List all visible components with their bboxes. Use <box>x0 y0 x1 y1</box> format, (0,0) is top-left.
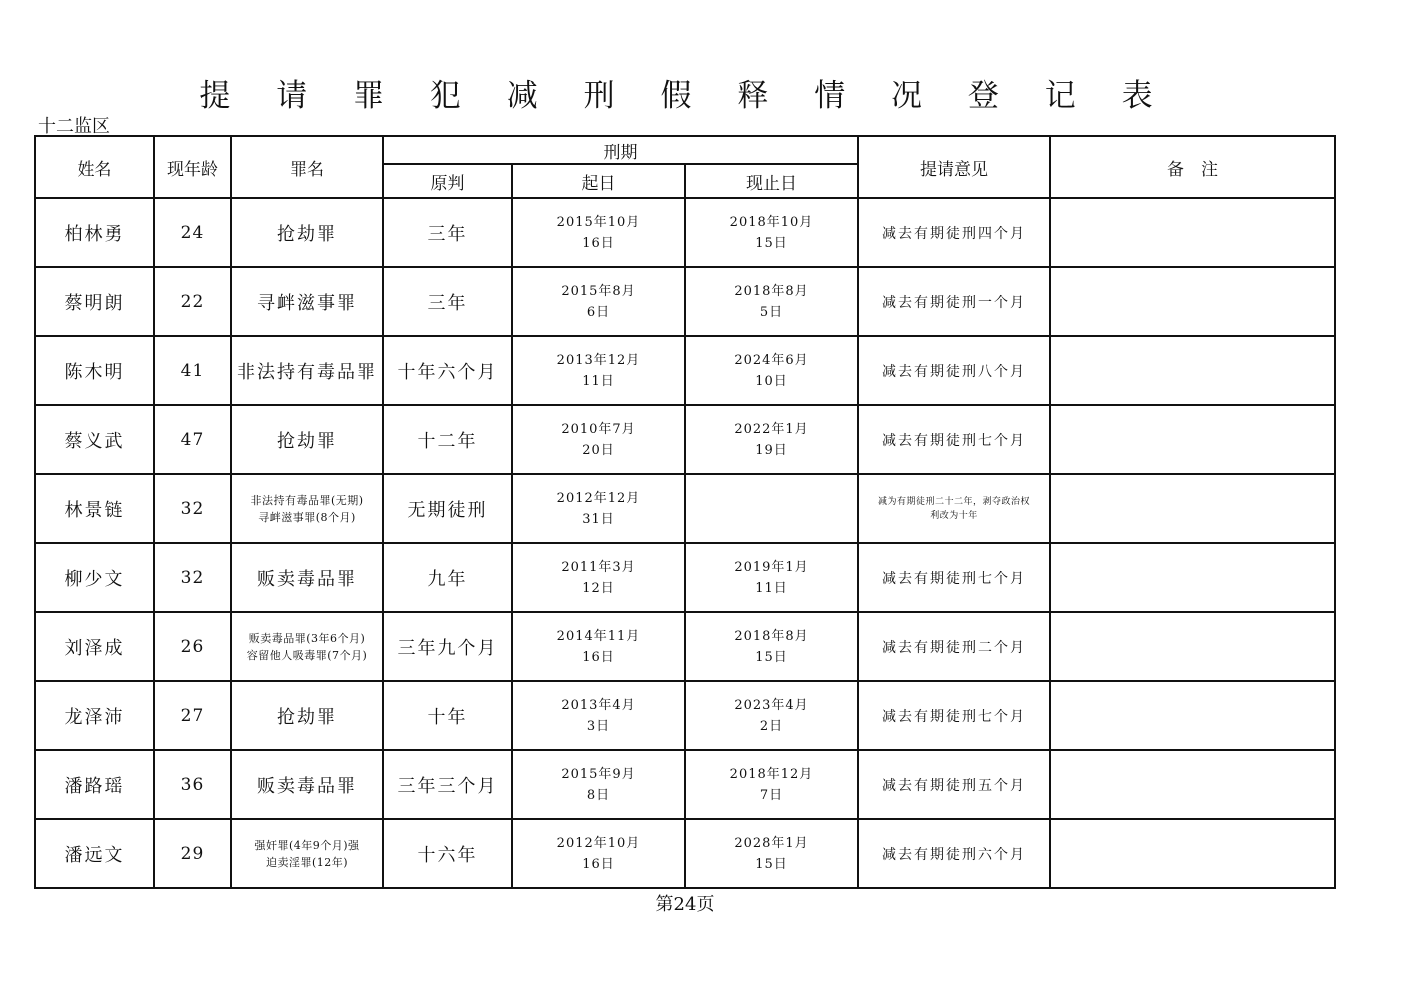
table-row <box>35 405 1335 474</box>
cell-end <box>685 681 858 750</box>
cell-opinion: 减去有期徒刑七个月 <box>858 543 1050 612</box>
cell-original: 十二年 <box>383 405 512 474</box>
cell-opinion: 减去有期徒刑六个月 <box>858 819 1050 888</box>
cell-original: 十年 <box>383 681 512 750</box>
header-start: 起日 <box>512 164 685 198</box>
cell-opinion: 减去有期徒刑五个月 <box>858 750 1050 819</box>
end-month: 2018年10月 <box>729 214 814 230</box>
cell-opinion: 减去有期徒刑四个月 <box>858 198 1050 267</box>
end-month: 2018年8月 <box>734 628 809 644</box>
cell-end <box>685 819 858 888</box>
cell-remark <box>1050 198 1335 267</box>
end-day: 7日 <box>759 787 784 803</box>
page-number: 第24页 <box>655 894 715 915</box>
cell-start <box>512 336 685 405</box>
end-day: 2日 <box>759 718 784 734</box>
cell-original: 九年 <box>383 543 512 612</box>
cell-end <box>685 405 858 474</box>
cell-crime: 非法持有毒品罪 <box>231 336 383 405</box>
header-age: 现年龄 <box>154 136 231 198</box>
cell-end <box>685 750 858 819</box>
cell-original: 三年 <box>383 198 512 267</box>
start-day: 16日 <box>582 649 615 665</box>
table-row <box>35 750 1335 819</box>
table-row <box>35 819 1335 888</box>
cell-original: 十年六个月 <box>383 336 512 405</box>
start-month: 2015年8月 <box>561 283 636 299</box>
cell-remark <box>1050 543 1335 612</box>
cell-crime: 贩卖毒品罪 <box>231 543 383 612</box>
cell-original: 无期徒刑 <box>383 474 512 543</box>
cell-age: 41 <box>154 336 231 405</box>
start-day: 8日 <box>586 787 611 803</box>
cell-crime: 抢劫罪 <box>231 405 383 474</box>
cell-age: 47 <box>154 405 231 474</box>
opinion-line-2: 利改为十年 <box>930 510 978 521</box>
cell-start <box>512 198 685 267</box>
cell-name: 潘路瑶 <box>35 750 154 819</box>
end-month: 2024年6月 <box>734 352 809 368</box>
cell-opinion <box>858 474 1050 543</box>
registration-table <box>34 135 1336 889</box>
end-day: 15日 <box>755 235 788 251</box>
crime-line-2: 容留他人吸毒罪(7个月) <box>246 648 368 662</box>
end-month: 2019年1月 <box>734 559 809 575</box>
cell-crime <box>231 819 383 888</box>
header-original: 原判 <box>383 164 512 198</box>
cell-name: 龙泽沛 <box>35 681 154 750</box>
table-row <box>35 474 1335 543</box>
end-month: 2022年1月 <box>734 421 809 437</box>
crime-line-1: 贩卖毒品罪(3年6个月) <box>248 631 366 645</box>
start-month: 2013年4月 <box>561 697 636 713</box>
end-day: 11日 <box>755 580 788 596</box>
cell-name: 蔡明朗 <box>35 267 154 336</box>
prison-area-label: 十二监区 <box>38 116 110 137</box>
cell-remark <box>1050 474 1335 543</box>
cell-name: 柳少文 <box>35 543 154 612</box>
cell-original: 三年九个月 <box>383 612 512 681</box>
end-day: 15日 <box>755 856 788 872</box>
start-month: 2015年9月 <box>561 766 636 782</box>
cell-remark <box>1050 819 1335 888</box>
cell-crime <box>231 612 383 681</box>
table-row <box>35 681 1335 750</box>
cell-opinion: 减去有期徒刑七个月 <box>858 405 1050 474</box>
cell-name: 刘泽成 <box>35 612 154 681</box>
table-row <box>35 198 1335 267</box>
start-day: 6日 <box>586 304 611 320</box>
cell-remark <box>1050 336 1335 405</box>
cell-end <box>685 336 858 405</box>
cell-end <box>685 612 858 681</box>
cell-start <box>512 267 685 336</box>
end-day: 10日 <box>755 373 788 389</box>
cell-age: 32 <box>154 543 231 612</box>
cell-age: 26 <box>154 612 231 681</box>
cell-original: 三年 <box>383 267 512 336</box>
cell-name: 蔡义武 <box>35 405 154 474</box>
cell-crime: 寻衅滋事罪 <box>231 267 383 336</box>
cell-crime: 抢劫罪 <box>231 198 383 267</box>
start-month: 2013年12月 <box>556 352 641 368</box>
cell-crime: 抢劫罪 <box>231 681 383 750</box>
cell-start <box>512 750 685 819</box>
cell-start <box>512 474 685 543</box>
page-title: 提 请 罪 犯 减 刑 假 释 情 况 登 记 表 <box>199 78 1171 114</box>
start-day: 12日 <box>582 580 615 596</box>
cell-name: 潘远文 <box>35 819 154 888</box>
cell-age: 29 <box>154 819 231 888</box>
cell-remark <box>1050 612 1335 681</box>
cell-age: 22 <box>154 267 231 336</box>
end-month: 2018年12月 <box>729 766 814 782</box>
cell-original: 十六年 <box>383 819 512 888</box>
start-month: 2012年12月 <box>556 490 641 506</box>
header-sentence: 刑期 <box>383 136 858 164</box>
cell-name: 林景链 <box>35 474 154 543</box>
crime-line-1: 非法持有毒品罪(无期) <box>250 493 364 507</box>
cell-age: 36 <box>154 750 231 819</box>
start-month: 2010年7月 <box>561 421 636 437</box>
cell-age: 27 <box>154 681 231 750</box>
table-row <box>35 612 1335 681</box>
cell-age: 24 <box>154 198 231 267</box>
cell-original: 三年三个月 <box>383 750 512 819</box>
cell-start <box>512 819 685 888</box>
cell-start <box>512 681 685 750</box>
end-month: 2023年4月 <box>734 697 809 713</box>
cell-end <box>685 474 858 543</box>
end-day: 19日 <box>755 442 788 458</box>
cell-end <box>685 267 858 336</box>
crime-line-1: 强奸罪(4年9个月)强 <box>254 838 360 852</box>
cell-remark <box>1050 681 1335 750</box>
cell-opinion: 减去有期徒刑七个月 <box>858 681 1050 750</box>
cell-opinion: 减去有期徒刑八个月 <box>858 336 1050 405</box>
end-day: 15日 <box>755 649 788 665</box>
cell-opinion: 减去有期徒刑一个月 <box>858 267 1050 336</box>
start-day: 20日 <box>582 442 615 458</box>
start-day: 31日 <box>582 511 615 527</box>
crime-line-2: 迫卖淫罪(12年) <box>265 855 349 869</box>
crime-line-2: 寻衅滋事罪(8个月) <box>258 510 356 524</box>
start-month: 2015年10月 <box>556 214 641 230</box>
start-day: 16日 <box>582 856 615 872</box>
header-end: 现止日 <box>685 164 858 198</box>
start-day: 11日 <box>582 373 615 389</box>
cell-start <box>512 543 685 612</box>
table-row <box>35 336 1335 405</box>
cell-name: 柏林勇 <box>35 198 154 267</box>
cell-crime: 贩卖毒品罪 <box>231 750 383 819</box>
cell-end <box>685 198 858 267</box>
cell-remark <box>1050 405 1335 474</box>
start-month: 2012年10月 <box>556 835 641 851</box>
cell-start <box>512 612 685 681</box>
start-month: 2011年3月 <box>561 559 636 575</box>
cell-name: 陈木明 <box>35 336 154 405</box>
cell-age: 32 <box>154 474 231 543</box>
opinion-line-1: 减为有期徒刑二十二年，剥夺政治权 <box>877 496 1030 507</box>
end-month: 2018年8月 <box>734 283 809 299</box>
cell-remark <box>1050 750 1335 819</box>
cell-start <box>512 405 685 474</box>
start-day: 16日 <box>582 235 615 251</box>
header-name: 姓名 <box>35 136 154 198</box>
end-month: 2028年1月 <box>734 835 809 851</box>
end-day: 5日 <box>759 304 784 320</box>
header-crime: 罪名 <box>231 136 383 198</box>
start-month: 2014年11月 <box>556 628 641 644</box>
table-row <box>35 543 1335 612</box>
cell-remark <box>1050 267 1335 336</box>
table-row <box>35 267 1335 336</box>
cell-opinion: 减去有期徒刑二个月 <box>858 612 1050 681</box>
header-remark: 备 注 <box>1050 136 1335 198</box>
start-day: 3日 <box>586 718 611 734</box>
cell-crime <box>231 474 383 543</box>
header-opinion: 提请意见 <box>858 136 1050 198</box>
cell-end <box>685 543 858 612</box>
